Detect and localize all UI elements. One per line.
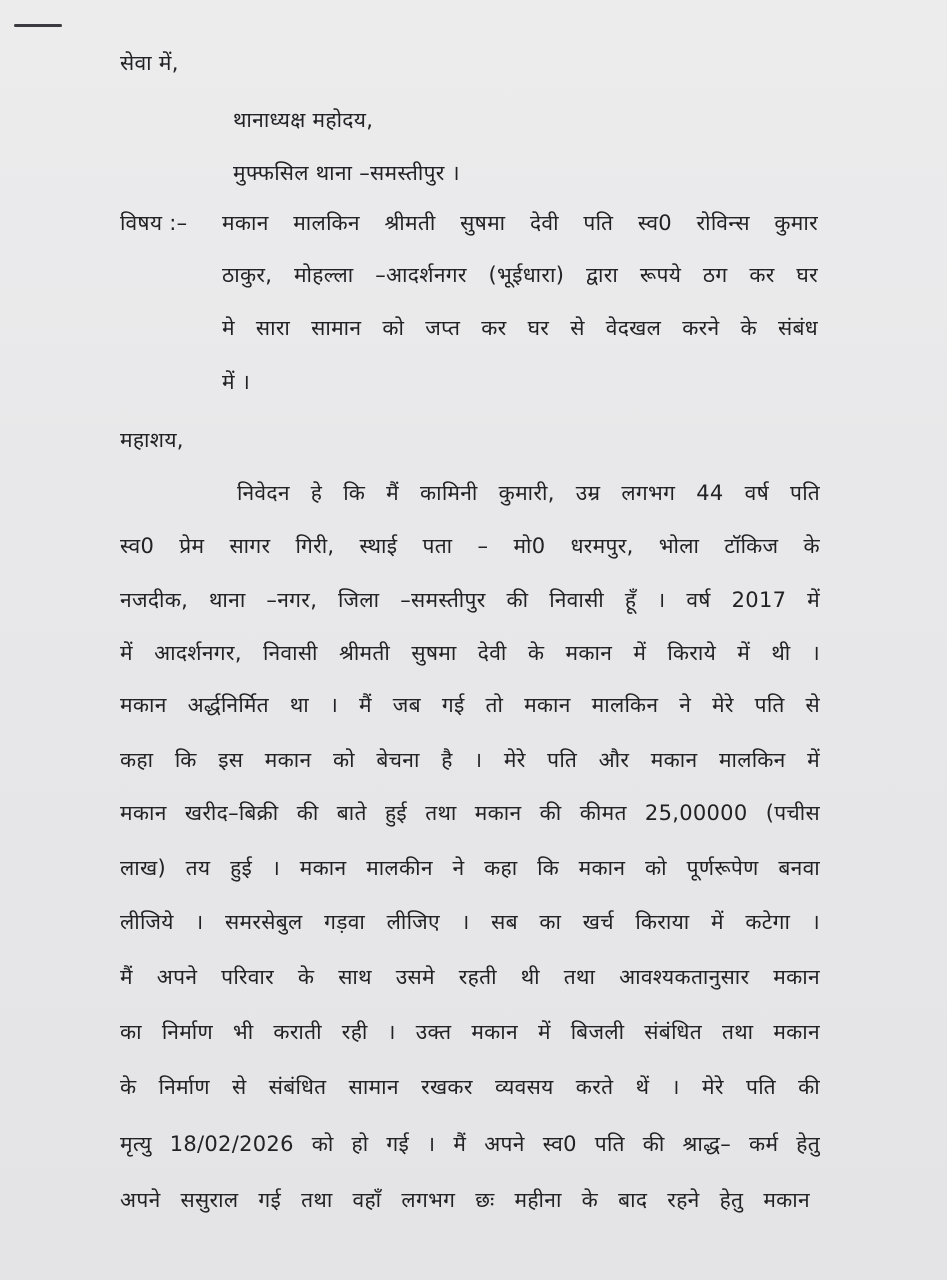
body-line: निवेदन हे कि मैं कामिनी कुमारी, उम्र लगभग 44 वर्ष पति <box>237 481 820 505</box>
subject-line: में । <box>222 370 251 394</box>
body-line: मृत्यु 18/02/2026 को हो गई । मैं अपने स्व0 पति की श्राद्ध– कर्म हेतु <box>120 1132 820 1156</box>
body-line: लीजिये । समरसेबुल गड़वा लीजिए । सब का खर्च किराया में कटेगा । <box>120 910 820 934</box>
subject-line: मे सारा सामान को जप्त कर घर से वेदखल करने के संबंध <box>222 316 818 340</box>
body-line: मकान खरीद–बिक्री की बाते हुई तथा मकान की कीमत 25,00000 (पचीस <box>120 801 820 825</box>
body-line: के निर्माण से संबंधित सामान रखकर व्यवसय करते थें । मेरे पति की <box>120 1075 820 1099</box>
subject-line: ठाकुर, मोहल्ला –आदर्शनगर (भूईधारा) द्वारा रूपये ठग कर घर <box>222 263 818 287</box>
body-line: का निर्माण भी कराती रही । उक्त मकान में बिजली संबंधित तथा मकान <box>120 1020 820 1044</box>
body-line: अपने ससुराल गई तथा वहाँ लगभग छः महीना के बाद रहने हेतु मकान <box>120 1188 810 1212</box>
subject-line: मकान मालकिन श्रीमती सुषमा देवी पति स्व0 रोविन्स कुमार <box>222 211 818 235</box>
corner-mark <box>14 24 62 27</box>
salutation-to: सेवा में, <box>120 51 179 75</box>
subject-label: विषय :– <box>120 211 188 235</box>
body-line: में आदर्शनगर, निवासी श्रीमती सुषमा देवी के मकान में किराये में थी । <box>120 641 820 665</box>
body-line: मैं अपने परिवार के साथ उसमे रहती थी तथा आवश्यकतानुसार मकान <box>120 965 820 989</box>
addressee-line-1: थानाध्यक्ष महोदय, <box>233 108 374 132</box>
body-line: मकान अर्द्धनिर्मित था । मैं जब गई तो मकान मालकिन ने मेरे पति से <box>120 693 820 717</box>
body-line: कहा कि इस मकान को बेचना है । मेरे पति और मकान मालकिन में <box>120 748 820 772</box>
body-line: नजदीक, थाना –नगर, जिला –समस्तीपुर की निवासी हूँ । वर्ष 2017 में <box>120 588 820 612</box>
body-line: लाख) तय हुई । मकान मालकीन ने कहा कि मकान को पूर्णरूपेण बनवा <box>120 856 820 880</box>
body-line: स्व0 प्रेम सागर गिरी, स्थाई पता – मो0 धरमपुर, भोला टॉकिज के <box>120 534 820 558</box>
greeting: महाशय, <box>120 428 184 452</box>
addressee-line-2: मुफ्फसिल थाना –समस्तीपुर । <box>233 161 460 185</box>
